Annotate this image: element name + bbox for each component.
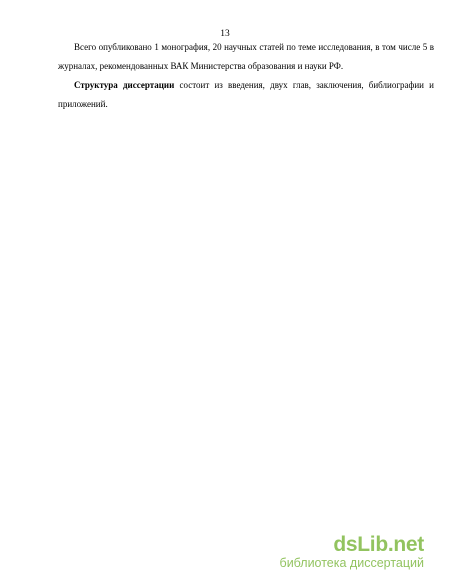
paragraph-structure [58,76,434,114]
dslib-watermark [264,534,424,570]
paragraph-structure-text: состоит из введения, двух глав, заключения, библиографии и приложений. [58,80,434,109]
paragraph-publications-text: Всего опубликовано 1 монография, 20 научных статей по теме исследования, в том числе 5 в журналах, рекомендованных ВАК Министерства образования и науки РФ. [58,42,434,71]
watermark-tagline: библиотека диссертаций [279,556,424,570]
paragraph-publications [58,38,434,76]
paragraph-structure-lead: Структура диссертации [74,80,175,90]
page-number: 13 [220,29,230,39]
document-body [58,38,434,114]
watermark-logo: dsLib.net [333,533,424,556]
